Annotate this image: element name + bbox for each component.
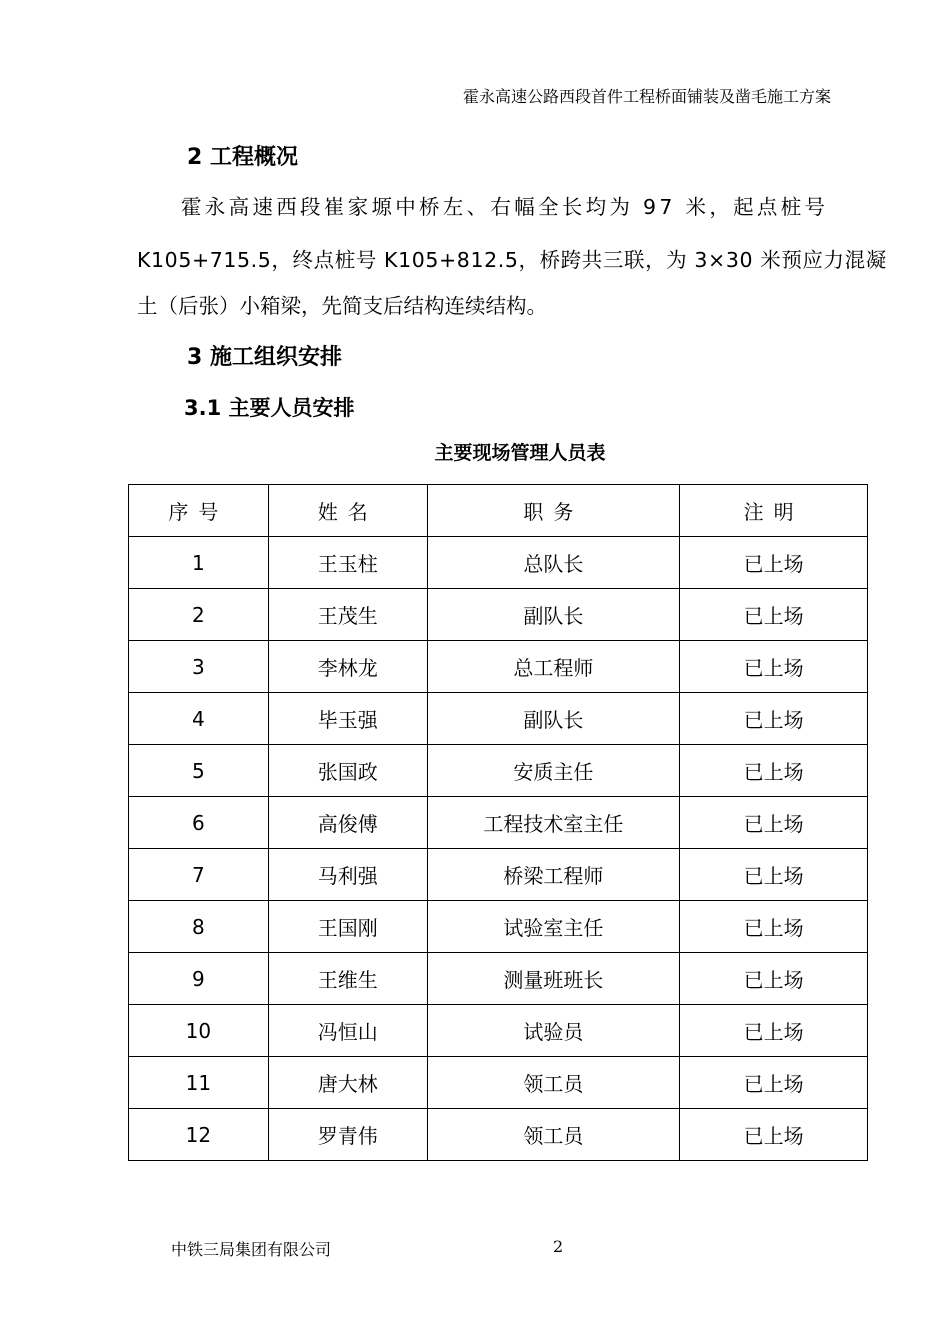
- cell-name: 毕玉强: [268, 693, 427, 745]
- cell-note: 已上场: [680, 641, 868, 693]
- cell-name: 唐大林: [268, 1057, 427, 1109]
- cell-position: 试验室主任: [427, 901, 680, 953]
- table-row: [129, 901, 868, 953]
- cell-note: 已上场: [680, 1005, 868, 1057]
- col-header-seq: 序号: [129, 485, 269, 537]
- staff-table: [128, 484, 868, 1161]
- page-number: 2: [553, 1237, 564, 1256]
- table-row: [129, 537, 868, 589]
- table-row: [129, 641, 868, 693]
- cell-name: 冯恒山: [268, 1005, 427, 1057]
- table-row: [129, 1005, 868, 1057]
- cell-seq: 12: [129, 1109, 269, 1161]
- cell-name: 罗青伟: [268, 1109, 427, 1161]
- cell-position: 总队长: [427, 537, 680, 589]
- cell-seq: 10: [129, 1005, 269, 1057]
- cell-seq: 5: [129, 745, 269, 797]
- cell-note: 已上场: [680, 953, 868, 1005]
- running-header-title: 霍永高速公路西段首件工程桥面铺装及凿毛施工方案: [463, 87, 832, 106]
- cell-name: 王玉柱: [268, 537, 427, 589]
- cell-seq: 11: [129, 1057, 269, 1109]
- cell-seq: 8: [129, 901, 269, 953]
- cell-name: 王国刚: [268, 901, 427, 953]
- cell-position: 副队长: [427, 589, 680, 641]
- section-3-1-heading: 3.1 主要人员安排: [184, 396, 355, 420]
- overview-paragraph-line-3: 土（后张）小箱梁，先简支后结构连续结构。: [137, 294, 547, 318]
- cell-seq: 1: [129, 537, 269, 589]
- cell-note: 已上场: [680, 693, 868, 745]
- table-row: [129, 1109, 868, 1161]
- cell-note: 已上场: [680, 537, 868, 589]
- cell-note: 已上场: [680, 1109, 868, 1161]
- cell-note: 已上场: [680, 849, 868, 901]
- cell-name: 张国政: [268, 745, 427, 797]
- cell-note: 已上场: [680, 745, 868, 797]
- table-row: [129, 849, 868, 901]
- cell-position: 桥梁工程师: [427, 849, 680, 901]
- section-2-heading: 2 工程概况: [187, 145, 298, 170]
- cell-position: 测量班班长: [427, 953, 680, 1005]
- cell-note: 已上场: [680, 901, 868, 953]
- cell-name: 马利强: [268, 849, 427, 901]
- cell-name: 李林龙: [268, 641, 427, 693]
- cell-note: 已上场: [680, 797, 868, 849]
- cell-name: 高俊傅: [268, 797, 427, 849]
- cell-position: 总工程师: [427, 641, 680, 693]
- cell-seq: 7: [129, 849, 269, 901]
- cell-name: 王茂生: [268, 589, 427, 641]
- cell-position: 安质主任: [427, 745, 680, 797]
- staff-table-title: 主要现场管理人员表: [434, 442, 606, 464]
- cell-position: 试验员: [427, 1005, 680, 1057]
- cell-note: 已上场: [680, 1057, 868, 1109]
- table-row: [129, 745, 868, 797]
- cell-seq: 9: [129, 953, 269, 1005]
- section-3-heading: 3 施工组织安排: [187, 345, 342, 370]
- cell-seq: 6: [129, 797, 269, 849]
- table-row: [129, 589, 868, 641]
- table-row: [129, 797, 868, 849]
- overview-paragraph-line-1: 霍永高速西段崔家塬中桥左、右幅全长均为 97 米，起点桩号: [181, 195, 829, 219]
- cell-position: 工程技术室主任: [427, 797, 680, 849]
- footer-company-name: 中铁三局集团有限公司: [171, 1240, 332, 1259]
- cell-position: 领工员: [427, 1057, 680, 1109]
- staff-table-body: [129, 537, 868, 1161]
- cell-position: 副队长: [427, 693, 680, 745]
- table-row: [129, 1057, 868, 1109]
- cell-name: 王维生: [268, 953, 427, 1005]
- col-header-note: 注明: [680, 485, 868, 537]
- overview-paragraph-line-2: K105+715.5，终点桩号 K105+812.5，桥跨共三联，为 3×30 米预应力混凝: [137, 248, 887, 272]
- table-row: [129, 953, 868, 1005]
- cell-seq: 2: [129, 589, 269, 641]
- col-header-name: 姓名: [268, 485, 427, 537]
- cell-seq: 4: [129, 693, 269, 745]
- staff-table-header-row: [129, 485, 868, 537]
- cell-note: 已上场: [680, 589, 868, 641]
- table-row: [129, 693, 868, 745]
- cell-position: 领工员: [427, 1109, 680, 1161]
- col-header-position: 职务: [427, 485, 680, 537]
- cell-seq: 3: [129, 641, 269, 693]
